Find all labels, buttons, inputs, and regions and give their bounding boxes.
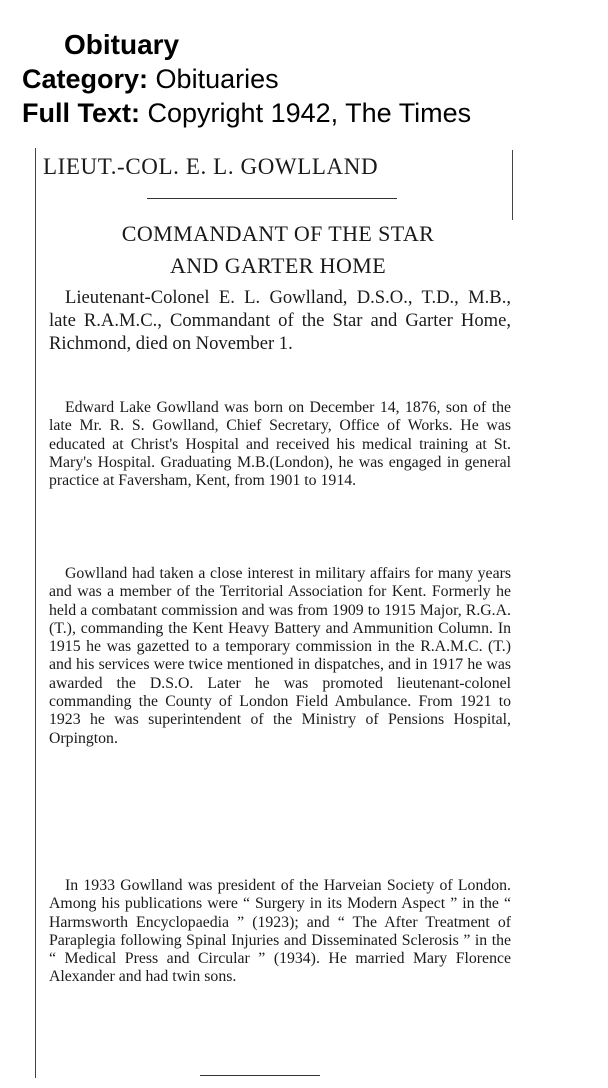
article-paragraph-3: In 1933 Gowlland was president of the Harveian Society of London. Among his publications were “ Surgery in its Modern Aspect ” in the “ Harmsworth Encyclopaedia ” (1923); and “ The After Treatment of Paraplegia following Spinal Injuries and Disseminated Sclerosis ” in the “ Medical Press and Circular ” (1934). He married Mary Florence Alexander and had twin sons. <box>49 877 511 986</box>
document-header <box>22 28 471 130</box>
headline-divider <box>147 198 397 199</box>
page-title: Obituary <box>64 29 180 60</box>
article-headline: LIEUT.-COL. E. L. GOWLLAND <box>43 154 379 179</box>
category-label: Category: <box>22 64 149 94</box>
newspaper-clipping <box>35 140 513 1084</box>
fulltext-value: Copyright 1942, The Times <box>147 98 472 128</box>
end-rule <box>200 1075 320 1076</box>
column-rule-left <box>35 148 36 1078</box>
article-paragraph-2: Gowlland had taken a close interest in military affairs for many years and was a member of the Territorial Association for Kent. Formerly he held a combatant commission and was from 1909 to 1915 Major, R.G.A. (T.), commanding the Kent Heavy Battery and Ammunition Column. In 1915 he was gazetted to a temporary commission in the R.A.M.C. (T.) and his services were twice mentioned in dispatches, and in 1917 he was awarded the D.S.O. Later he was promoted lieutenant-colonel commanding the County of London Field Ambulance. From 1921 to 1923 he was superintendent of the Ministry of Pensions Hospital, Orpington. <box>49 565 511 747</box>
article-paragraph-1: Edward Lake Gowlland was born on December 14, 1876, son of the late Mr. R. S. Gowlland, Chief Secretary, Office of Works. He was educated at Christ's Hospital and received his medical training at St. Mary's Hospital. Graduating M.B.(London), he was engaged in general practice at Faversham, Kent, from 1901 to 1914. <box>49 399 511 490</box>
article-subhead <box>51 218 505 282</box>
fulltext-line <box>22 96 471 130</box>
subhead-line-1: COMMANDANT OF THE STAR <box>121 221 435 246</box>
category-line <box>22 62 471 96</box>
article-lead: Lieutenant-Colonel E. L. Gowlland, D.S.O., T.D., M.B., late R.A.M.C., Commandant of the Star and Garter Home, Richmond, died on November 1. <box>49 287 511 354</box>
fulltext-label: Full Text: <box>22 98 140 128</box>
subhead-line-2: AND GARTER HOME <box>169 253 387 278</box>
category-value: Obituaries <box>155 64 279 94</box>
